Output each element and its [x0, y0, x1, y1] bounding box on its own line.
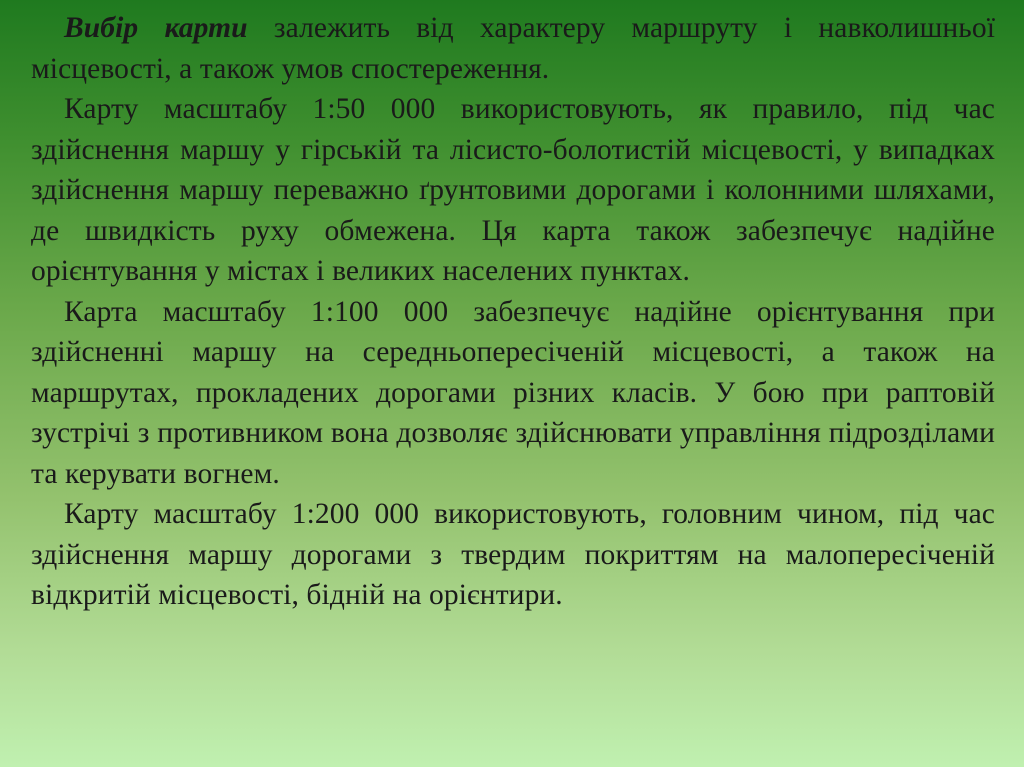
slide-text-block [31, 8, 995, 708]
paragraph-text: Карту масштабу 1:50 000 використовують, як правило, під час здійснення маршу у гірській та лісисто-болотистій місцевості, у випадках здійснення маршу переважно ґрунтовими дорогами і колонними шляхами, де швидкість руху обмежена. Ця карта також забезпечує надійне орієнтування у містах і великих населених пунктах. [31, 93, 995, 287]
paragraph-text: Карта масштабу 1:100 000 забезпечує надійне орієнтування при здійсненні маршу на середньопересіченій місцевості, а також на маршрутах, прокладених дорогами різних класів. У бою при раптовій зустрічі з противником вона дозволяє здійснювати управління підрозділами та керувати вогнем. [31, 295, 995, 490]
paragraph-lead-emphasis: Вибір карти [64, 12, 248, 44]
paragraph-text: залежить від характеру маршруту і навколишньої місцевості, а також умов спостереження. [31, 12, 995, 85]
paragraph-map-choice [31, 8, 995, 89]
paragraph-scale-50000 [31, 89, 995, 292]
paragraph-scale-200000 [31, 494, 995, 616]
paragraph-scale-100000 [31, 292, 995, 495]
paragraph-text: Карту масштабу 1:200 000 використовують, головним чином, під час здійснення маршу дорогами з твердим покриттям на малопересіченій відкритій місцевості, бідній на орієнтири. [31, 498, 995, 611]
